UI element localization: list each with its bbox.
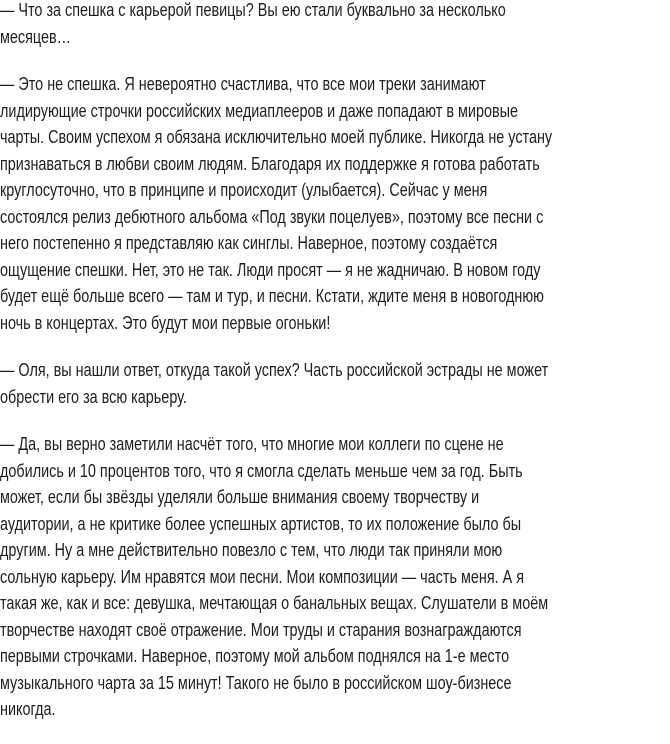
text-line: сольную карьеру. Им нравятся мои песни. Мои композиции — часть меня. А я: [0, 566, 525, 587]
question-paragraph-1: [0, 0, 670, 50]
text-line: творчестве находят своё отражение. Мои труды и старания вознаграждаются: [0, 619, 522, 640]
text-line: — Да, вы верно заметили насчёт того, что многие мои коллеги по сцене не: [0, 434, 504, 454]
text-line: — Что за спешка с карьерой певицы? Вы ею стали буквально за несколько: [0, 0, 506, 20]
text-line: состоялся релиз дебютного альбома «Под звуки поцелуев», поэтому все песни с: [0, 206, 544, 227]
text-line: никогда.: [0, 699, 56, 719]
text-line: будет ещё больше всего — там и тур, и песни. Кстати, ждите меня в новогоднюю: [0, 286, 544, 306]
text-line: обрести его за всю карьеру.: [0, 386, 187, 407]
text-line: ночь в концертах. Это будут мои первые огоньки!: [0, 312, 331, 333]
text-line: аудитории, а не критике более успешных артистов, то их положение было бы: [0, 513, 522, 534]
answer-paragraph-2: [0, 431, 670, 723]
text-line: чарты. Своим успехом я обязана исключительно моей публике. Никогда не устану: [0, 127, 553, 147]
text-line: такая же, как и все: девушка, мечтающая о банальных вещах. Слушатели в моём: [0, 593, 549, 613]
text-line: ощущение спешки. Нет, это не так. Люди просят — я не жадничаю. В новом году: [0, 259, 541, 280]
text-line: другим. Ну а мне действительно повезло с тем, что люди так приняли мою: [0, 540, 503, 560]
text-line: него постепенно я представляю как синглы. Наверное, поэтому создаётся: [0, 233, 498, 253]
text-line: первыми строчками. Наверное, поэтому мой альбом поднялся на 1-е место: [0, 646, 510, 666]
answer-paragraph-1: [0, 71, 670, 336]
text-line: — Это не спешка. Я невероятно счастлива, что все мои треки занимают: [0, 74, 486, 94]
text-line: лидирующие строчки российских медиаплееров и даже попадают в мировые: [0, 100, 518, 121]
text-line: добились и 10 процентов того, что я смогла сделать меньше чем за год. Быть: [0, 460, 523, 481]
question-paragraph-2: [0, 357, 670, 410]
text-line: круглосуточно, что в принципе и происходит (улыбается). Сейчас у меня: [0, 180, 488, 200]
text-line: музыкального чарта за 15 минут! Такого не было в российском шоу-бизнесе: [0, 672, 512, 693]
text-line: месяцев…: [0, 26, 72, 47]
text-line: признаваться в любви своим людям. Благодаря их поддержке я готова работать: [0, 153, 540, 174]
text-line: может, если бы звёзды уделяли больше внимания своему творчеству и: [0, 487, 480, 507]
text-line: — Оля, вы нашли ответ, откуда такой успех? Часть российской эстрады не может: [0, 360, 549, 380]
